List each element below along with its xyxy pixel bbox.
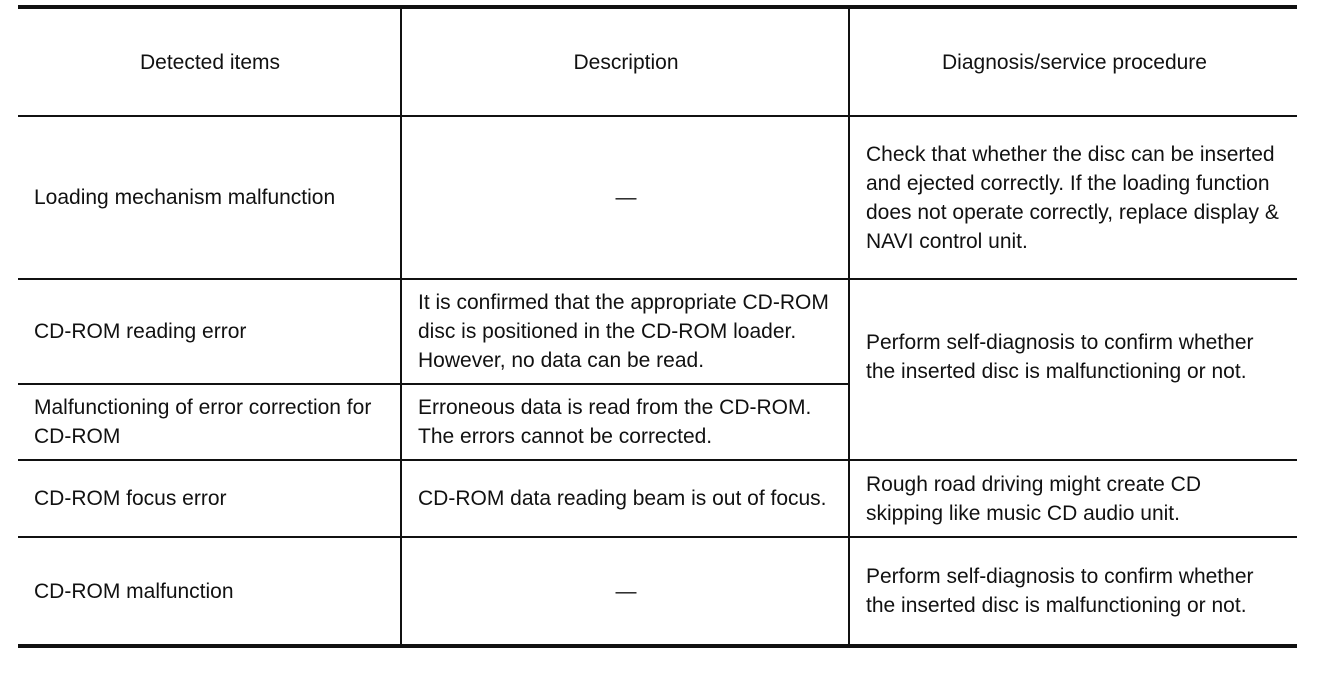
cell-text: Erroneous data is read from the CD-ROM. The errors cannot be corrected. [418, 396, 812, 448]
dash-placeholder: — [615, 186, 637, 209]
table-row [18, 116, 1297, 279]
cell-detected-item [18, 279, 401, 384]
table-row [18, 279, 1297, 384]
header-description: Description [401, 7, 849, 116]
cell-text: Rough road driving might create CD skipping like music CD audio unit. [866, 472, 1201, 525]
dash-placeholder: — [615, 579, 637, 603]
cell-text: Loading mechanism malfunction [34, 186, 336, 209]
cell-procedure [849, 460, 1297, 537]
cell-text: CD-ROM reading error [34, 320, 247, 343]
diagnosis-table-container [18, 5, 1297, 648]
cell-procedure-merged [849, 279, 1297, 460]
cell-detected-item [18, 116, 401, 279]
cell-text: CD-ROM focus error [34, 487, 227, 510]
cell-text: Check that whether the disc can be inserted and ejected correctly. If the loading function does not operate correctly, replace display & NAVI control unit. [866, 142, 1279, 253]
table-row [18, 460, 1297, 537]
cell-detected-item [18, 384, 401, 460]
header-detected-items: Detected items [18, 7, 401, 116]
cell-text: Perform self-diagnosis to confirm whether the inserted disc is malfunctioning or not. [866, 565, 1254, 617]
header-diagnosis-procedure: Diagnosis/service procedure [849, 7, 1297, 116]
cell-text: It is confirmed that the appropriate CD-ROM disc is positioned in the CD-ROM loader. However, no data can be read. [418, 291, 829, 372]
cell-detected-item [18, 460, 401, 537]
cell-description [401, 279, 849, 384]
cell-description [401, 537, 849, 646]
table-row [18, 537, 1297, 646]
cell-text: Malfunctioning of error correction for CD-ROM [34, 396, 372, 448]
cell-description [401, 116, 849, 279]
cell-description [401, 384, 849, 460]
cell-procedure [849, 116, 1297, 279]
cell-description [401, 460, 849, 537]
cell-text: Perform self-diagnosis to confirm whether the inserted disc is malfunctioning or not. [866, 331, 1254, 383]
diagnosis-table [18, 5, 1297, 648]
cell-procedure [849, 537, 1297, 646]
cell-text: CD-ROM data reading beam is out of focus. [418, 487, 827, 510]
cell-text: CD-ROM malfunction [34, 579, 234, 603]
cell-detected-item [18, 537, 401, 646]
table-header-row [18, 7, 1297, 116]
